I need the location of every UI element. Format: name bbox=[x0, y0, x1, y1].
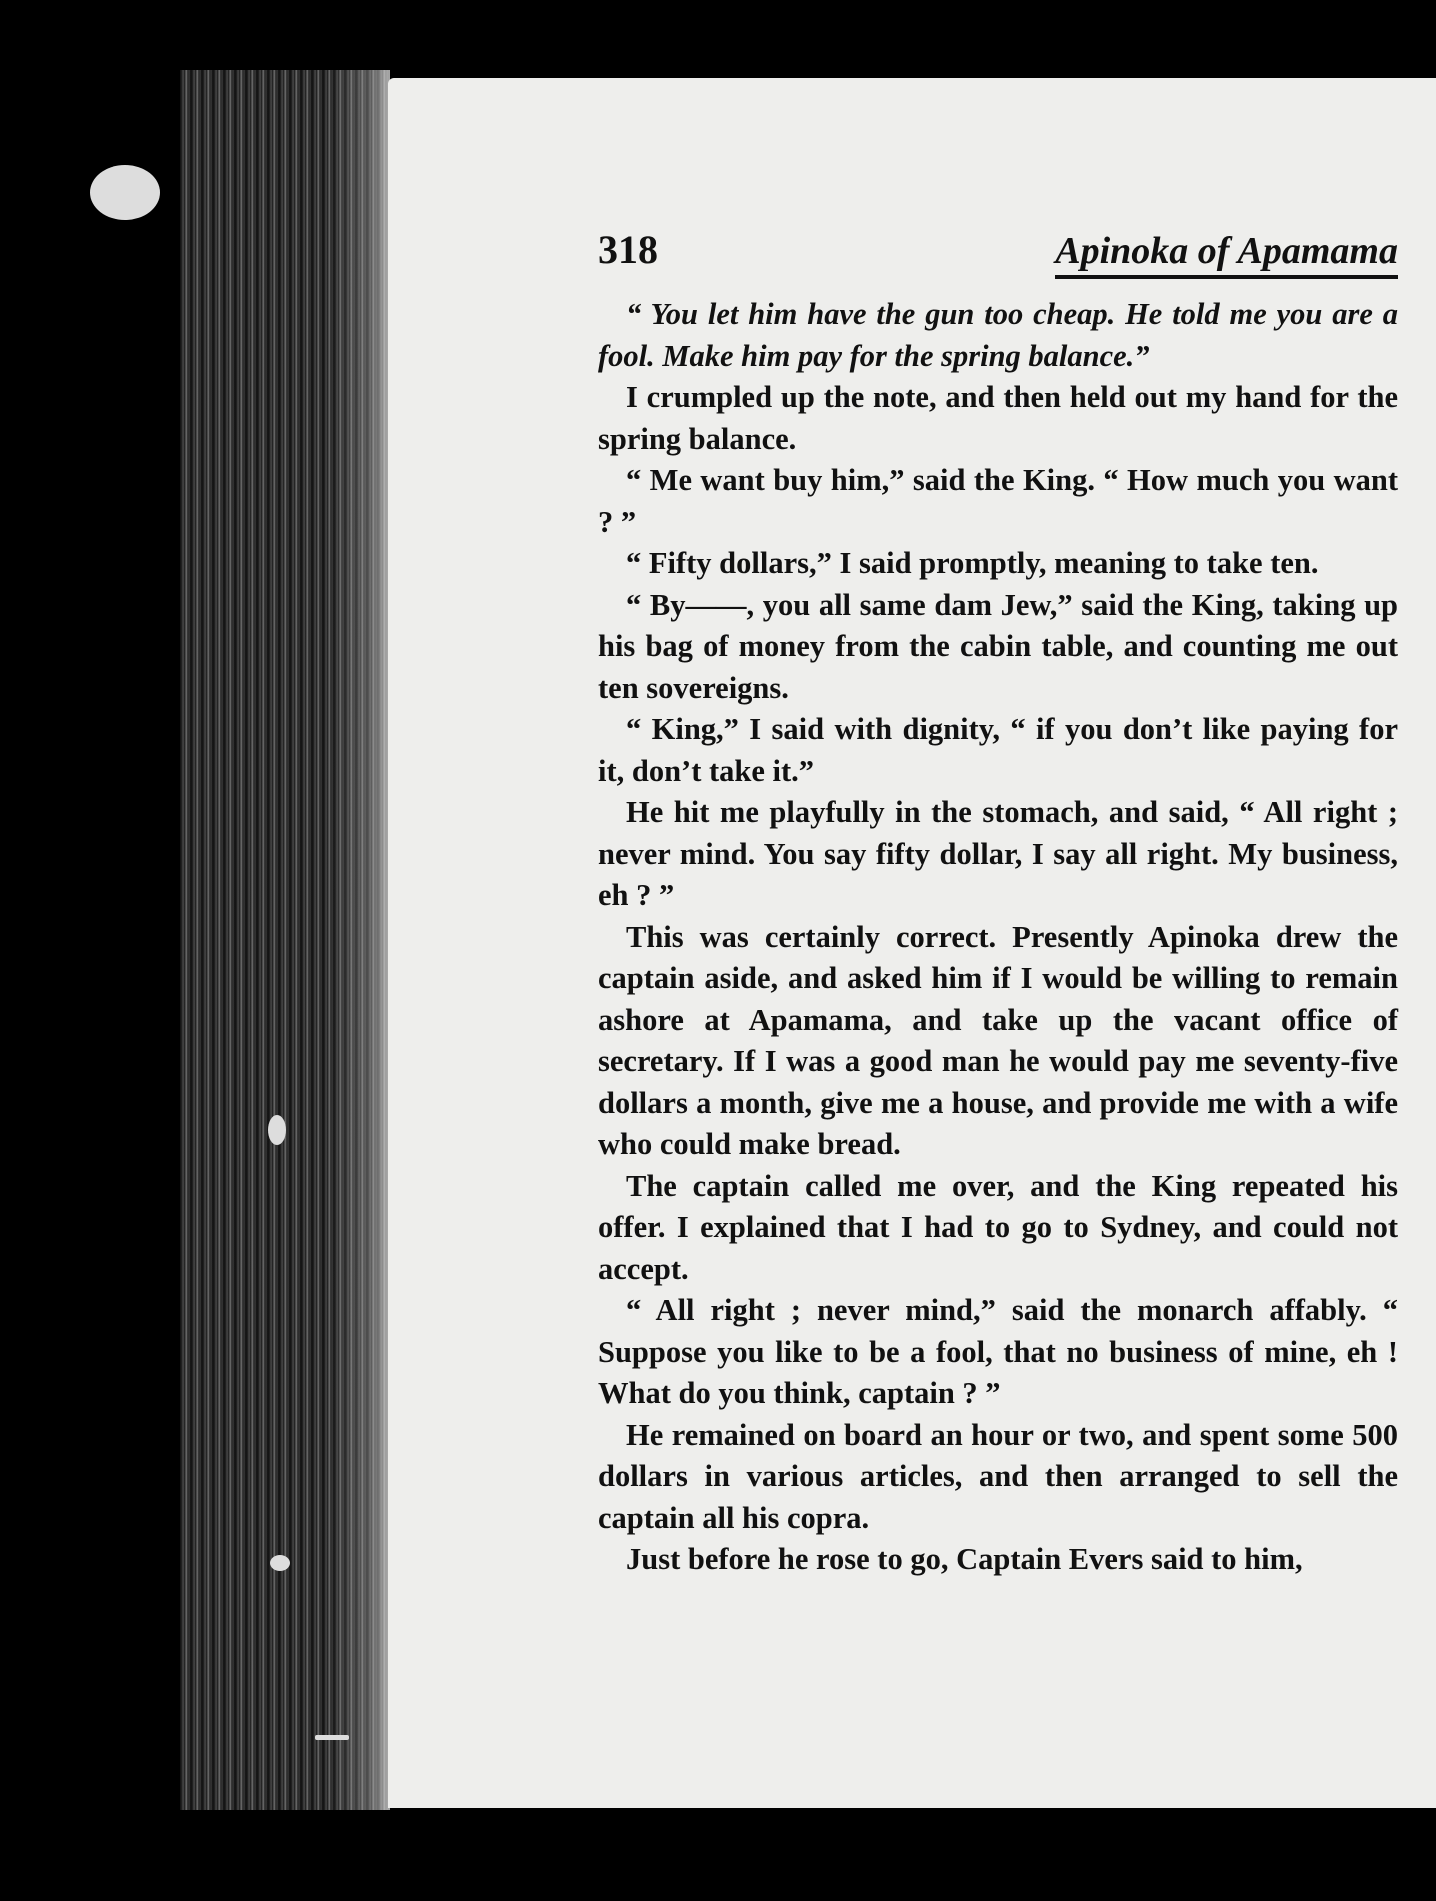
dust-speck bbox=[270, 1555, 290, 1571]
paragraph: “ You let him have the gun too cheap. He told me you are a fool. Make him pay for the spring balance.” bbox=[598, 297, 1398, 373]
paragraph: I crumpled up the note, and then held out my hand for the spring balance. bbox=[598, 380, 1398, 456]
paragraph: “ All right ; never mind,” said the monarch affably. “ Suppose you like to be a fool, that no business of mine, eh ! What do you think, captain ? ” bbox=[598, 1293, 1398, 1410]
dust-speck bbox=[315, 1735, 349, 1740]
paragraph: “ Fifty dollars,” I said promptly, meaning to take ten. bbox=[626, 546, 1319, 580]
paragraph: The captain called me over, and the King repeated his offer. I explained that I had to go to Sydney, and could not accept. bbox=[598, 1168, 1398, 1286]
page-number: 318 bbox=[598, 227, 658, 272]
paragraph: He remained on board an hour or two, and spent some 500 dollars in various articles, and then arranged to sell the captain all his copra. bbox=[598, 1417, 1398, 1535]
dust-speck bbox=[268, 1115, 286, 1145]
paragraph: “ Me want buy him,” said the King. “ How much you want ? ” bbox=[598, 463, 1398, 539]
paragraph: “ King,” I said with dignity, “ if you don’t like paying for it, don’t take it.” bbox=[598, 712, 1398, 788]
paragraph: He hit me playfully in the stomach, and said, “ All right ; never mind. You say fifty dollar, I say all right. My business, eh ? ” bbox=[598, 795, 1398, 912]
dust-speck bbox=[90, 165, 160, 220]
gutter-shadow bbox=[330, 70, 390, 1810]
running-head bbox=[598, 226, 1398, 286]
book-page bbox=[388, 78, 1436, 1808]
page-content bbox=[598, 226, 1398, 1581]
running-title: Apinoka of Apamama bbox=[1055, 229, 1398, 277]
paragraph: “ By——, you all same dam Jew,” said the King, taking up his bag of money from the cabin table, and counting me out ten sovereigns. bbox=[598, 587, 1398, 705]
paragraph: This was certainly correct. Presently Apinoka drew the captain aside, and asked him if I would be willing to remain ashore at Apamama, and take up the vacant office of secretary. If I was a good man he would pay me seventy-five dollars a month, give me a house, and provide me with a wife who could make bread. bbox=[598, 919, 1398, 1161]
body-text bbox=[598, 294, 1398, 1581]
paragraph: Just before he rose to go, Captain Evers said to him, bbox=[626, 1542, 1303, 1576]
